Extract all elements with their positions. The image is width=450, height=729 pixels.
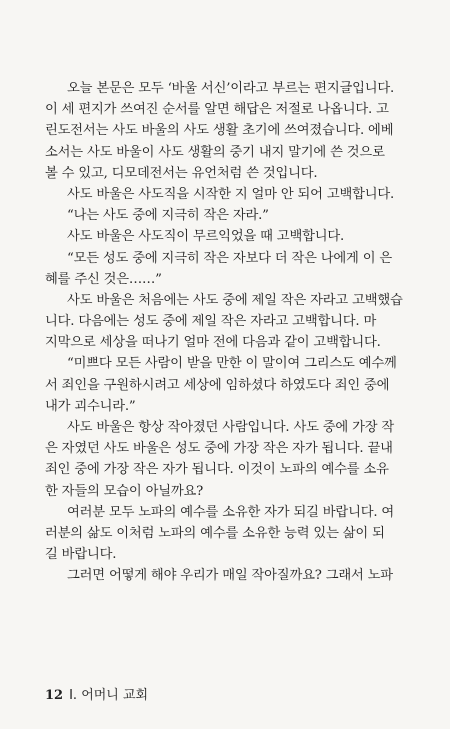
body-text	[45, 78, 410, 587]
text-line: 오늘 본문은 모두 ‘바울 서신’이라고 부르는 편지글입니다.	[67, 81, 395, 96]
text-line: 죄인 중에 가장 작은 자가 됩니다. 이것이 노파의 예수를 소유	[45, 462, 389, 478]
text-line: 린도전서는 사도 바울의 사도 생활 초기에 쓰여졌습니다. 에베	[45, 123, 394, 139]
text-line: 이 세 편지가 쓰여진 순서를 알면 해답은 저절로 나옵니다. 고	[45, 102, 389, 118]
text-line: 은 자였던 사도 바울은 성도 중에 가장 작은 자가 됩니다. 끝내	[45, 441, 393, 457]
text-line: 사도 바울은 사도직이 무르익었을 때 고백합니다.	[67, 229, 345, 245]
text-line: 니다. 다음에는 성도 중에 제일 작은 자라고 고백합니다. 마	[45, 314, 377, 330]
text-line: 사도 바울은 항상 작아졌던 사람입니다. 사도 중에 가장 작	[67, 420, 395, 435]
text-line: 볼 수 있고, 디모데전서는 유언처럼 쓴 것입니다.	[45, 165, 318, 181]
text-line: “모든 성도 중에 지극히 작은 자보다 더 작은 나에게 이 은	[67, 250, 393, 266]
text-line: 여러분 모두 노파의 예수를 소유한 자가 되길 바랍니다. 여	[67, 504, 395, 520]
page-footer	[45, 684, 148, 703]
text-line: “미쁘다 모든 사람이 받을 만한 이 말이여 그리스도 예수께	[67, 356, 397, 372]
text-line: 사도 바울은 처음에는 사도 중에 제일 작은 자라고 고백했습	[67, 292, 403, 308]
text-line: “나는 사도 중에 지극히 작은 자라.”	[67, 208, 269, 224]
text-line: 소서는 사도 바울이 사도 생활의 중기 내지 말기에 쓴 것으로	[45, 144, 385, 160]
text-line: 혜를 주신 것은……”	[45, 271, 162, 287]
text-line: 길 바랍니다.	[45, 547, 117, 563]
text-line: 지막으로 세상을 떠나기 얼마 전에 다음과 같이 고백합니다.	[45, 335, 381, 351]
chapter-title: I. 어머니 교회	[69, 688, 149, 703]
text-line: 서 죄인을 구원하시려고 세상에 임하셨다 하였도다 죄인 중에	[45, 377, 390, 393]
page-number: 12	[45, 688, 64, 703]
text-line: 러분의 삶도 이처럼 노파의 예수를 소유한 능력 있는 삶이 되	[45, 525, 385, 541]
text-line: 사도 바울은 사도직을 시작한 지 얼마 안 되어 고백합니다.	[67, 186, 395, 202]
text-line: 그러면 어떻게 해야 우리가 매일 작아질까요? 그래서 노파	[67, 568, 393, 584]
text-line: 한 자들의 모습이 아닐까요?	[45, 483, 204, 499]
text-line: 내가 괴수니라.”	[45, 398, 136, 414]
